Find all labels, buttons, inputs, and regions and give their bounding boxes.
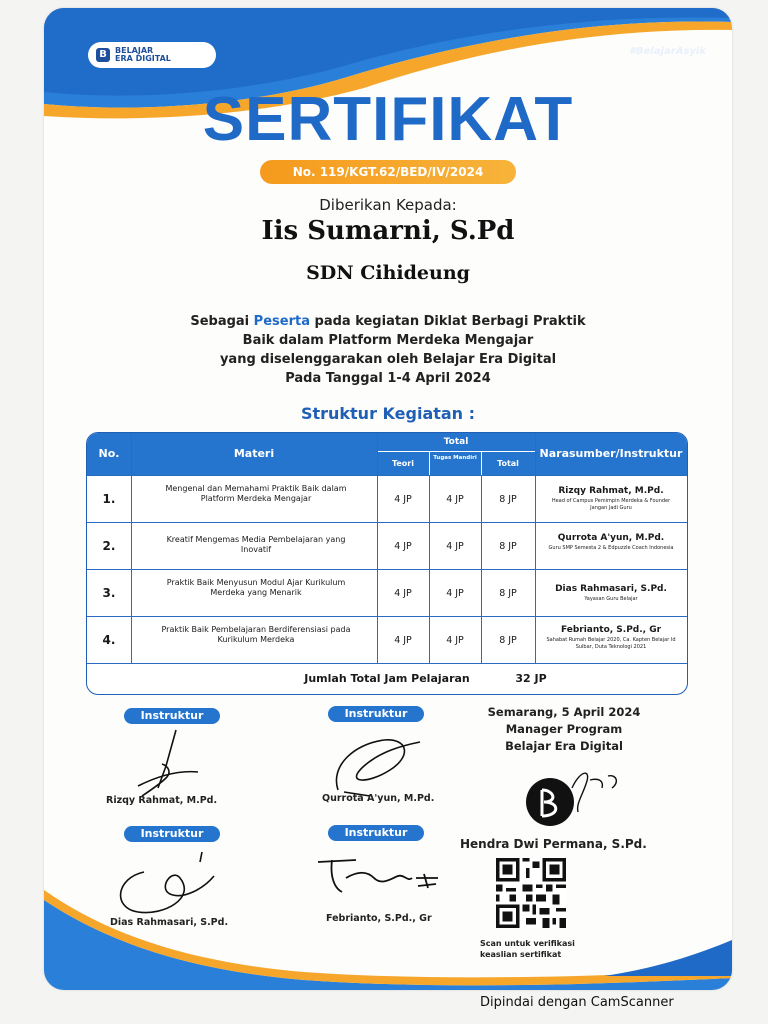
header-materi: Materi xyxy=(233,447,275,460)
manager-signature-stamp xyxy=(520,760,630,830)
signer-name: Rizqy Rahmat, M.Pd. xyxy=(106,795,218,806)
certificate-page xyxy=(44,8,732,990)
total-label: Jumlah Total Jam Pelajaran xyxy=(304,672,470,685)
scan-instruction: Scan untuk verifikasi keaslian sertifikat xyxy=(480,939,575,959)
signature-rizqy xyxy=(128,726,208,798)
brand-logo xyxy=(88,42,216,68)
signature-febrianto xyxy=(312,848,444,904)
instructor-badge: Instruktur xyxy=(328,825,424,841)
header-total: Total xyxy=(497,459,519,468)
camscanner-footer: Dipindai dengan CamScanner xyxy=(480,995,674,1010)
table-row: 1. Mengenal dan Memahami Praktik Baik dalam Platform Merdeka Mengajar 4 JP 4 JP 8 JP Rizqy Rahmat, M.Pd. Head of Campus Pemimpin Merdeka & Founder Jangan Jadi Guru xyxy=(87,475,687,523)
certificate-description: Sebagai Peserta pada kegiatan Diklat Berbagi Praktik Baik dalam Platform Merdeka Mengajar yang diselenggarakan oleh Belajar Era Digital Pada Tanggal 1-4 April 2024 xyxy=(190,314,586,386)
logo-mark-icon: B xyxy=(96,48,110,62)
header-tugas: Tugas Mandiri xyxy=(433,455,477,461)
role-highlight: Peserta xyxy=(253,314,310,329)
signer-name: Febrianto, S.Pd., Gr xyxy=(326,913,432,924)
instructor-badge: Instruktur xyxy=(328,706,424,722)
instructor-badge: Instruktur xyxy=(124,826,220,842)
header-narasumber: Narasumber/Instruktur xyxy=(539,447,683,460)
signer-name: Dias Rahmasari, S.Pd. xyxy=(110,917,229,928)
given-to-label: Diberikan Kepada: xyxy=(319,196,457,214)
table-header xyxy=(87,433,687,475)
total-value: 32 JP xyxy=(515,672,547,685)
header-total-group: Total xyxy=(443,437,469,447)
manager-block: Semarang, 5 April 2024 Manager Program Belajar Era Digital xyxy=(487,705,641,753)
signature-qurrota xyxy=(324,726,424,798)
manager-name: Hendra Dwi Permana, S.Pd. xyxy=(460,837,647,851)
total-row xyxy=(87,663,687,695)
recipient-name: Iis Sumarni, S.Pd xyxy=(261,216,515,246)
table-row: 4. Praktik Baik Pembelajaran Berdiferensiasi pada Kurikulum Merdeka 4 JP 4 JP 8 JP Febrianto, S.Pd., Gr Sahabat Rumah Belajar 2020, Ca. Kapten Belajar Id Sulbar, Duta Teknologi 2021 xyxy=(87,616,687,664)
recipient-school: SDN Cihideung xyxy=(306,262,470,284)
verification-qr-code[interactable] xyxy=(496,858,566,928)
header-no: No. xyxy=(98,447,120,460)
signer-name: Qurrota A'yun, M.Pd. xyxy=(322,793,435,804)
hashtag: #BelajarAsyik xyxy=(629,46,706,57)
logo-text: BELAJAR ERA DIGITAL xyxy=(115,46,171,63)
table-row: 2. Kreatif Mengemas Media Pembelajaran yang Inovatif 4 JP 4 JP 8 JP Qurrota A'yun, M.Pd. Guru SMP Semesta 2 & Edpuzzle Coach Indonesia xyxy=(87,522,687,570)
instructor-badge: Instruktur xyxy=(124,708,220,724)
certificate-title: SERTIFIKAT xyxy=(202,85,574,154)
struktur-title: Struktur Kegiatan : xyxy=(300,404,476,423)
header-teori: Teori xyxy=(391,459,414,468)
activity-table xyxy=(86,432,688,695)
signature-dias xyxy=(110,848,220,916)
table-row: 3. Praktik Baik Menyusun Modul Ajar Kurikulum Merdeka yang Menarik 4 JP 4 JP 8 JP Dias Rahmasari, S.Pd. Yayasan Guru Belajar xyxy=(87,569,687,617)
certificate-number: No. 119/KGT.62/BED/IV/2024 xyxy=(260,160,516,184)
